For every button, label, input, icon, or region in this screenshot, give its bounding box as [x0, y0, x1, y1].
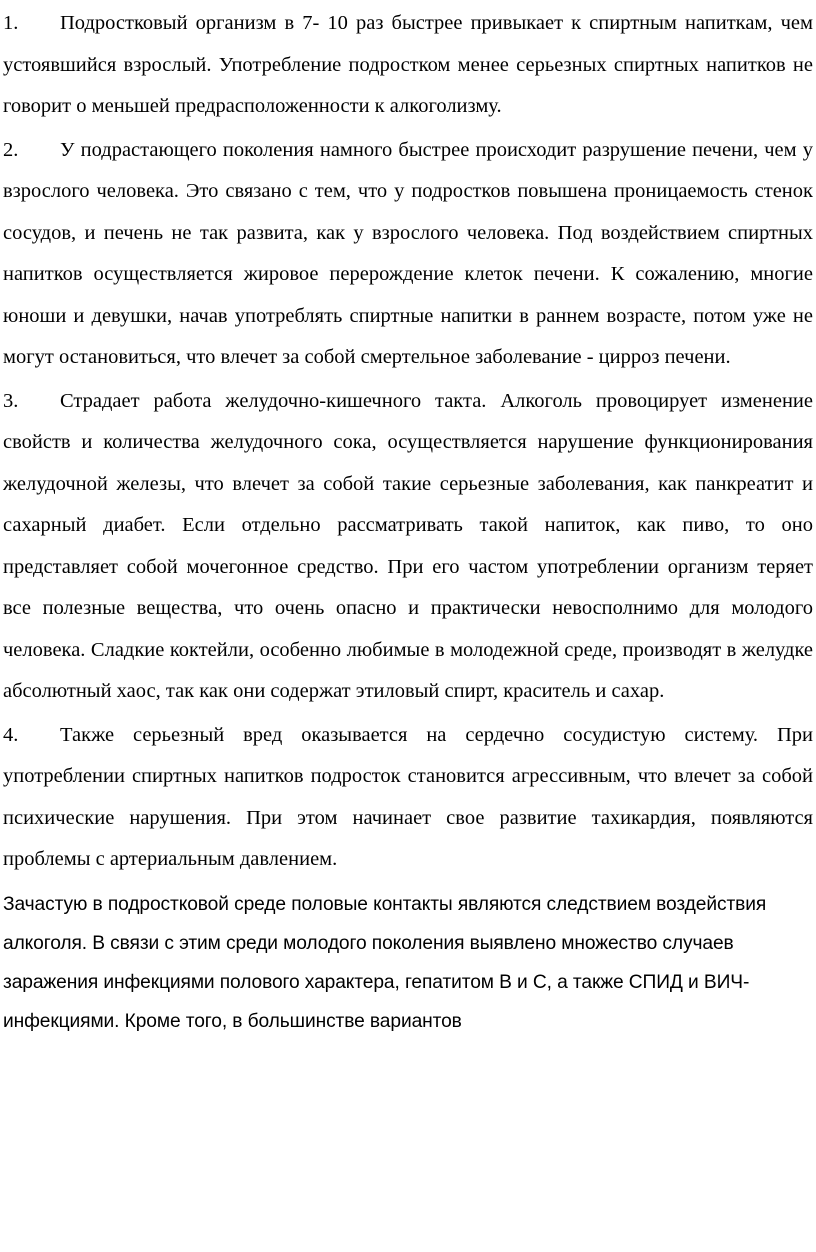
list-item-number: 1.	[3, 12, 19, 34]
list-item-number: 2.	[3, 138, 19, 161]
list-item-2	[3, 130, 813, 379]
list-item-number: 4.	[3, 723, 19, 746]
list-item-text: У подрастающего поколения намного быстрее происходит разрушение печени, чем у взрослого человека. Это связано с тем, что у подростков повышена проницаемость стенок сосудов, и печень не так развита, как у взрослого человека. Под воздействием спиртных напитков осуществляется жировое перерождение клеток печени. К сожалению, многие юноши и девушки, начав употреблять спиртные напитки в раннем возрасте, потом уже не могут остановиться, что влечет за собой смертельное заболевание - цирроз печени.	[3, 138, 813, 368]
list-item-number: 3.	[3, 389, 19, 412]
list-item-1	[3, 3, 813, 128]
closing-paragraph: Зачастую в подростковой среде половые контакты являются следствием воздействия алкоголя. В связи с этим среди молодого поколения выявлено множество случаев заражения инфекциями полового характера, гепатитом В и С, а также СПИД и ВИЧ-инфекциями. Кроме того, в большинстве вариантов	[3, 893, 767, 1032]
list-item-text: Подростковый организм в 7- 10 раз быстрее привыкает к спиртным напиткам, чем устоявшийся взрослый. Употребление подростком менее серьезных спиртных напитков не говорит о меньшей предрасположенности к алкоголизму.	[3, 12, 813, 117]
list-item-4	[3, 715, 813, 881]
list-item-text: Также серьезный вред оказывается на сердечно сосудистую систему. При употреблении спиртных напитков подросток становится агрессивным, что влечет за собой психические нарушения. При этом начинает свое развитие тахикардия, появляются проблемы с артериальным давлением.	[3, 723, 813, 870]
list-item-text: Страдает работа желудочно-кишечного такта. Алкоголь провоцирует изменение свойств и количества желудочного сока, осуществляется нарушение функционирования желудочной железы, что влечет за собой такие серьезные заболевания, как панкреатит и сахарный диабет. Если отдельно рассматривать такой напиток, как пиво, то оно представляет собой мочегонное средство. При его частом употреблении организм теряет все полезные вещества, что очень опасно и практически невосполнимо для молодого человека. Сладкие коктейли, особенно любимые в молодежной среде, производят в желудке абсолютный хаос, так как они содержат этиловый спирт, краситель и сахар.	[3, 389, 813, 702]
list-item-3	[3, 381, 813, 713]
